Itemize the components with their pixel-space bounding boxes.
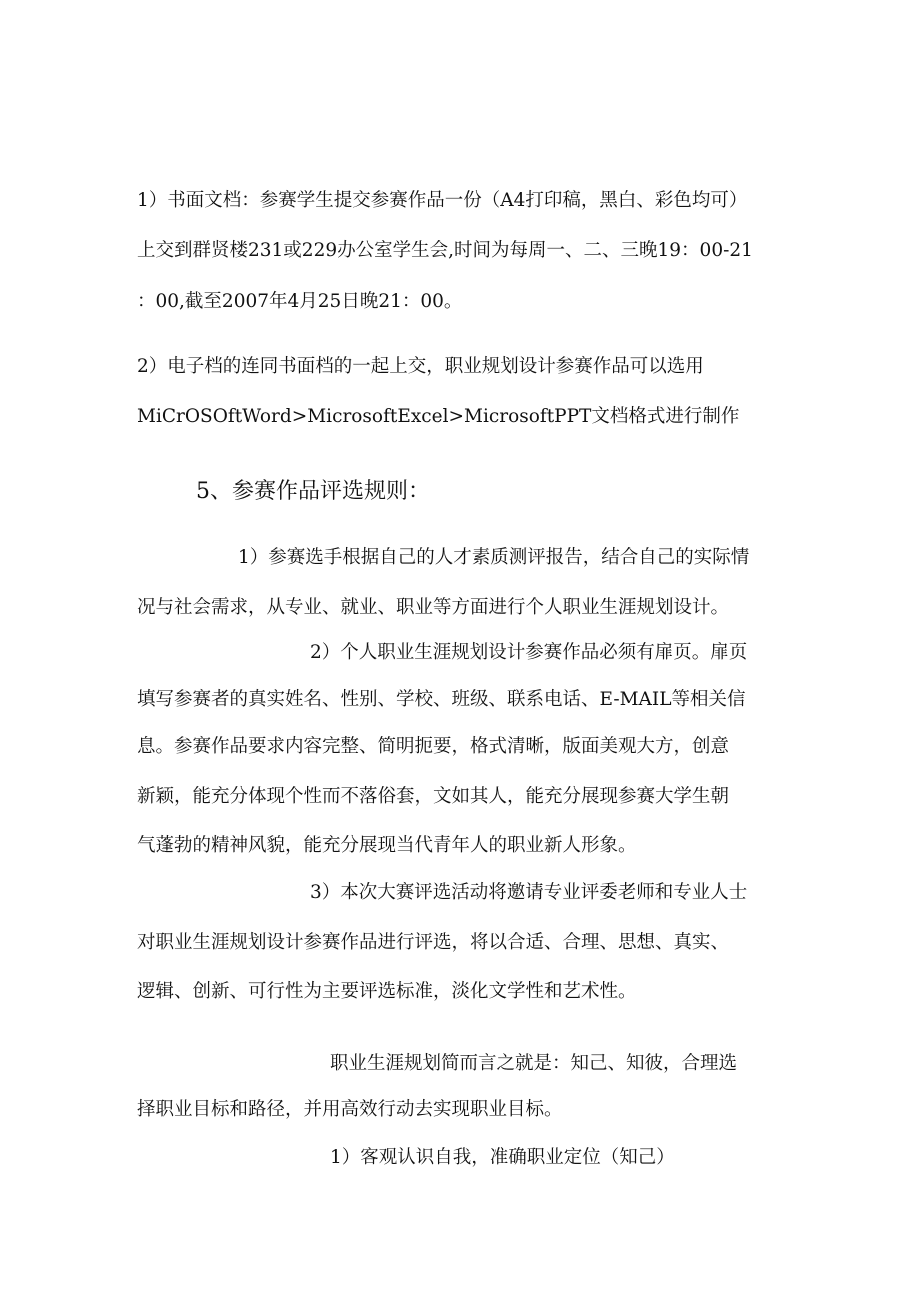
section-heading: 5、参赛作品评选规则：	[196, 479, 430, 504]
text-line: 3）本次大赛评选活动将邀请专业评委老师和专业人士	[310, 882, 748, 903]
text-line: 逻辑、创新、可行性为主要评选标准，淡化文学性和艺术性。	[137, 981, 637, 1002]
text-line: 2）个人职业生涯规划设计参赛作品必须有扉页。扉页	[310, 642, 748, 663]
text-line: 气蓬勃的精神风貌，能充分展现当代青年人的职业新人形象。	[137, 835, 637, 856]
text-line: 择职业目标和路径，并用高效行动去实现职业目标。	[137, 1099, 563, 1120]
text-line: MiCrOSOftWord>MicrosoftExcel>MicrosoftPPT文档格式进行制作	[137, 406, 740, 427]
text-line: 1）参赛选手根据自己的人才素质测评报告，结合自己的实际情	[238, 547, 750, 568]
text-line: 上交到群贤楼231或229办公室学生会,时间为每周一、二、三晚19：00-21	[137, 240, 753, 261]
text-line: 对职业生涯规划设计参赛作品进行评选，将以合适、合理、思想、真实、	[137, 932, 730, 953]
text-line: 况与社会需求，从专业、就业、职业等方面进行个人职业生涯规划设计。	[137, 597, 730, 618]
text-line: 新颖，能充分体现个性而不落俗套，文如其人，能充分展现参赛大学生朝	[137, 786, 730, 807]
text-line: 息。参赛作品要求内容完整、简明扼要，格式清晰，版面美观大方，创意	[137, 736, 730, 757]
text-line: ：00,截至2007年4月25日晚21：00。	[137, 291, 463, 312]
text-line: 1）书面文档：参赛学生提交参赛作品一份（A4打印稿，黑白、彩色均可）	[137, 190, 748, 211]
point-one-heading: 1）客观认识自我，准确职业定位（知己）	[330, 1147, 675, 1168]
text-line: 2）电子档的连同书面档的一起上交，职业规划设计参赛作品可以选用	[137, 356, 704, 377]
text-line: 填写参赛者的真实姓名、性别、学校、班级、联系电话、E-MAIL等相关信	[137, 689, 746, 710]
text-line: 职业生涯规划简而言之就是：知己、知彼，合理选	[330, 1053, 738, 1074]
